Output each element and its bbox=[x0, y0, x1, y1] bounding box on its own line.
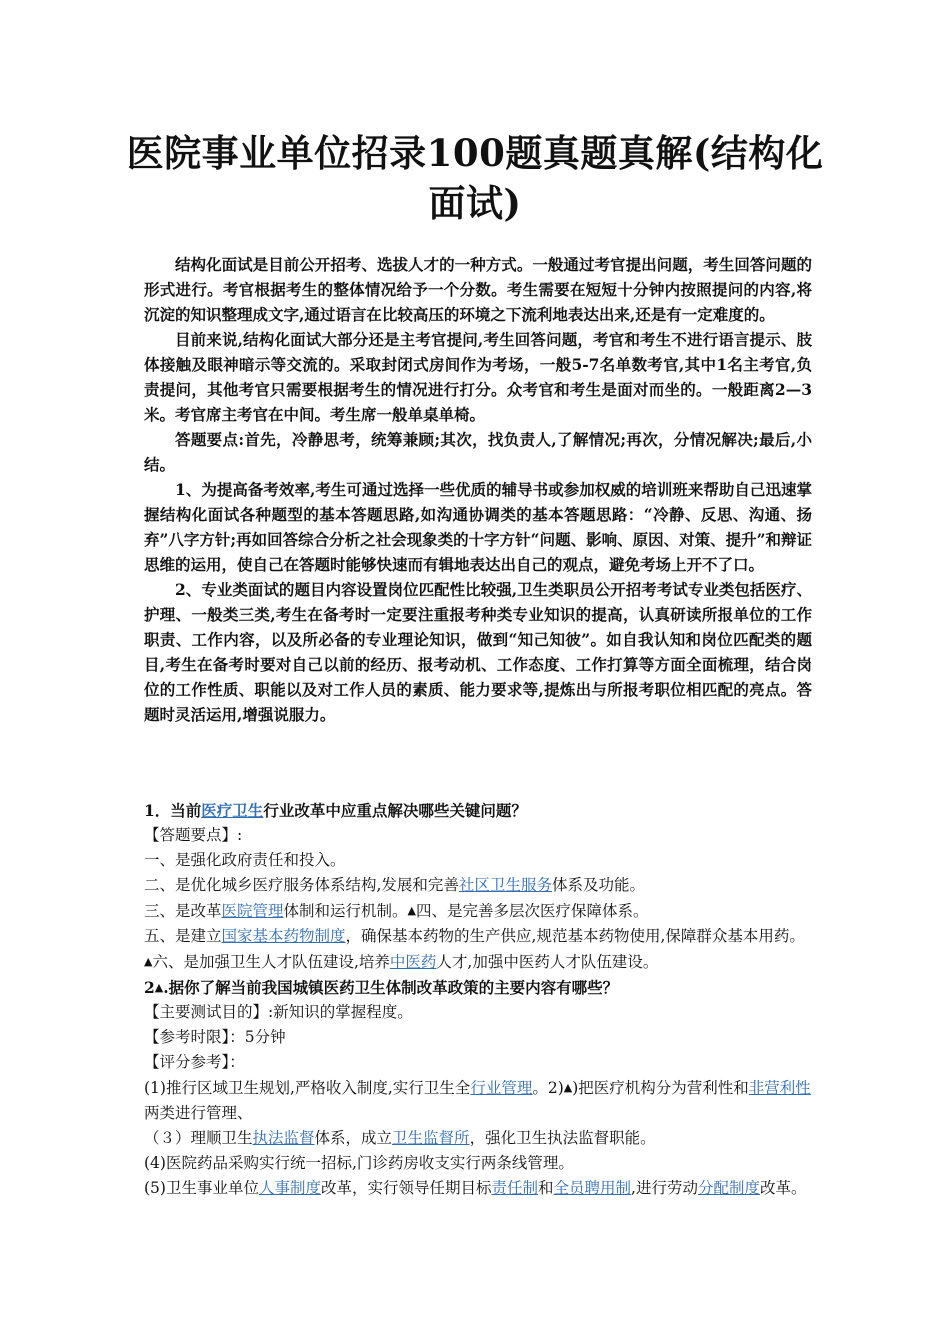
answer-line bbox=[144, 1075, 812, 1126]
time-limit: 【参考时限】：5分钟 bbox=[144, 1028, 286, 1046]
answer-line: 一、是强化政府责任和投入。 bbox=[144, 851, 346, 869]
intro-section bbox=[144, 252, 812, 727]
answer-line bbox=[144, 898, 812, 924]
test-purpose: 【主要测试目的】:新知识的掌握程度。 bbox=[144, 1003, 413, 1021]
link-industry-management[interactable]: 行业管理 bbox=[470, 1079, 533, 1097]
triangle-mark-icon: ▲ bbox=[563, 1081, 573, 1094]
document-title: 医院事业单位招录100题真题真解(结构化面试) bbox=[126, 131, 824, 225]
answer-text: 。2) bbox=[532, 1079, 564, 1097]
question-number: 2 bbox=[144, 978, 155, 997]
link-personnel-system[interactable]: 人事制度 bbox=[258, 1179, 321, 1197]
answer-text: 改革，实行领导任期目标 bbox=[320, 1179, 492, 1197]
answer-text: 体系，成立 bbox=[314, 1129, 393, 1147]
intro-paragraph: 结构化面试是目前公开招考、选拔人才的一种方式。一般通过考官提出问题，考生回答问题的形式进行。考官根据考生的整体情况给予一个分数。考生需要在短短十分钟内按照提问的内容,将沉淀的知识整理成文字,通过语言在比较高压的环境之下流利地表达出来,还是有一定难度的。 bbox=[144, 255, 812, 324]
answer-line: (4)医院药品采购实行统一招标,门诊药房收支实行两条线管理。 bbox=[144, 1154, 574, 1172]
answer-text: ，强化卫生执法监督职能。 bbox=[469, 1129, 656, 1147]
answer-line bbox=[144, 873, 812, 898]
answer-text: 六、是加强卫生人才队伍建设,培养 bbox=[152, 953, 390, 971]
question-text: 行业改革中应重点解决哪些关键问题？ bbox=[263, 801, 527, 820]
triangle-mark-icon: ▲ bbox=[407, 904, 417, 917]
answer-text: 改革。 bbox=[760, 1179, 807, 1197]
answer-text: 人才,加强中医药人才队伍建设。 bbox=[436, 953, 659, 971]
question-1 bbox=[144, 798, 812, 823]
link-essential-drugs[interactable]: 国家基本药物制度 bbox=[221, 927, 346, 945]
link-employment-system[interactable]: 全员聘用制 bbox=[553, 1179, 632, 1197]
question-text: .据你了解当前我国城镇医药卫生体制改革政策的主要内容有哪些？ bbox=[163, 978, 619, 997]
answer-text: )把医疗机构分为营利性和 bbox=[572, 1079, 749, 1097]
intro-paragraph: 2、专业类面试的题目内容设置岗位匹配性比较强,卫生类职员公开招考考试专业类包括医疗、护理、一般类三类,考生在备考时一定要注重报考种类专业知识的提高，认真研读所报单位的工作职责、工作内容，以及所必备的专业理论知识，做到“知己知彼”。如自我认知和岗位匹配类的题目,考生在备考时要对自己以前的经历、报考动机、工作态度、工作打算等方面全面梳理，结合岗位的工作性质、职能以及对工作人员的素质、能力要求等,提炼出与所报考职位相匹配的亮点。答题时灵活运用,增强说服力。 bbox=[144, 580, 812, 724]
question-2 bbox=[144, 975, 812, 1000]
answer-text: 两类进行管理、 bbox=[144, 1104, 253, 1122]
intro-paragraph: 答题要点:首先，冷静思考，统筹兼顾;其次，找负责人,了解情况;再次，分情况解决;最后,小结。 bbox=[144, 430, 812, 474]
answer-line bbox=[144, 924, 812, 975]
intro-paragraph: 目前来说,结构化面试大部分还是主考官提问,考生回答问题，考官和考生不进行语言提示、肢体接触及眼神暗示等交流的。采取封闭式房间作为考场，一般5-7名单数考官,其中1名主考官,负责提问，其他考官只需要根据考生的情况进行打分。众考官和考生是面对而坐的。一般距离2—3米。考官席主考官在中间。考生席一般单桌单椅。 bbox=[144, 330, 812, 424]
answer-text: ,进行劳动 bbox=[631, 1179, 698, 1197]
answer-text: 四、是完善多层次医疗保障体系。 bbox=[416, 902, 649, 920]
answer-text: 体系及功能。 bbox=[551, 876, 645, 894]
answer-text: (5)卫生事业单位 bbox=[144, 1179, 259, 1197]
question-number: 1．当前 bbox=[144, 801, 202, 820]
link-hospital-management[interactable]: 医院管理 bbox=[221, 902, 284, 920]
link-non-profit[interactable]: 非营利性 bbox=[748, 1079, 811, 1097]
answer-points-label: 【答题要点】: bbox=[144, 826, 243, 844]
triangle-mark-icon: ▲ bbox=[144, 955, 153, 968]
answer-text: ，确保基本药物的生产供应,规范基本药物使用,保障群众基本用药。 bbox=[345, 927, 805, 945]
scoring-reference: 【评分参考】： bbox=[144, 1053, 245, 1071]
link-health-supervision[interactable]: 卫生监督所 bbox=[392, 1129, 470, 1147]
triangle-mark-icon: ▲ bbox=[154, 981, 164, 994]
answer-text: 三、是改革 bbox=[144, 902, 222, 920]
answer-text: 五、是建立 bbox=[144, 927, 222, 945]
answer-text: 和 bbox=[538, 1179, 554, 1197]
answer-line bbox=[144, 1126, 812, 1151]
intro-paragraph: 1、为提高备考效率,考生可通过选择一些优质的辅导书或参加权威的培训班来帮助自己迅速掌握结构化面试各种题型的基本答题思路,如沟通协调类的基本答题思路：“冷静、反思、沟通、扬弃”八字方针;再如回答综合分析之社会现象类的十字方针“问题、影响、原因、对策、提升”和辩证思维的运用，使自己在答题时能够快速而有辑地表达出自己的观点，避免考场上开不了口。 bbox=[144, 480, 812, 574]
answer-text: （３）理顺卫生 bbox=[144, 1129, 253, 1147]
answer-line bbox=[144, 1176, 812, 1201]
link-distribution-system[interactable]: 分配制度 bbox=[697, 1179, 760, 1197]
answer-text: 二、是优化城乡医疗服务体系结构,发展和完善 bbox=[144, 876, 459, 894]
answer-text: (1)推行区域卫生规划,严格收入制度,实行卫生全 bbox=[144, 1079, 471, 1097]
qa-section bbox=[144, 798, 812, 1201]
answer-text: 体制和运行机制。 bbox=[283, 902, 408, 920]
link-law-enforcement[interactable]: 执法监督 bbox=[252, 1129, 315, 1147]
link-medical-health[interactable]: 医疗卫生 bbox=[201, 801, 264, 820]
link-tcm[interactable]: 中医药 bbox=[389, 953, 437, 971]
link-responsibility-system[interactable]: 责任制 bbox=[491, 1179, 539, 1197]
link-community-health[interactable]: 社区卫生服务 bbox=[458, 876, 552, 894]
